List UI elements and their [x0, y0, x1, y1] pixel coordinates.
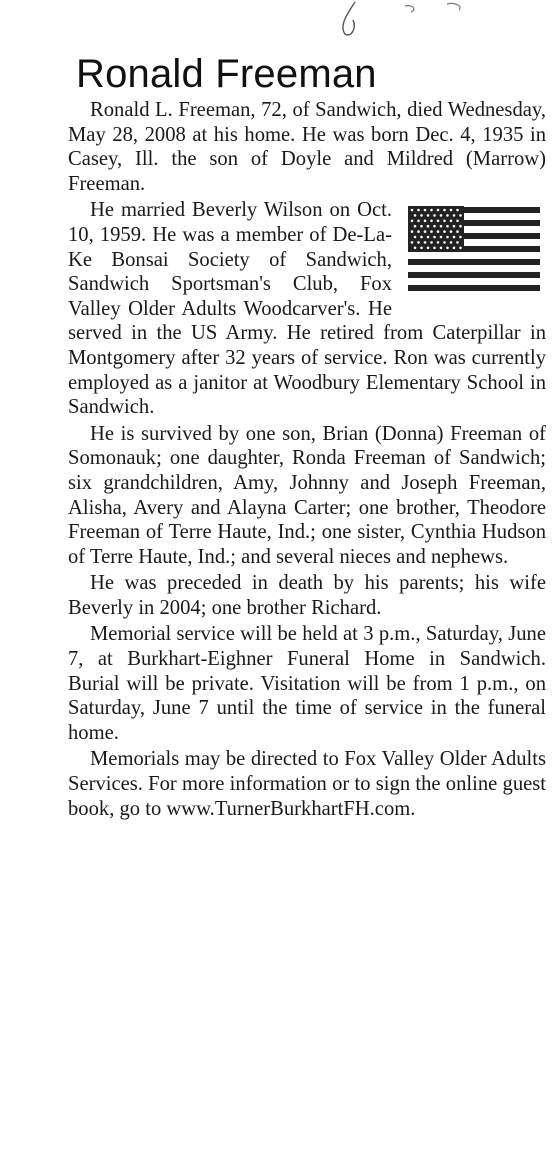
- obituary-paragraph-memorials: Memorials may be directed to Fox Valley Older Adults Services. For more information or to sign the online guest book, go to www.TurnerBurkhartFH.com.: [68, 748, 546, 820]
- us-flag-icon: [406, 204, 542, 296]
- obituary-paragraph-life-text: He married Beverly Wilson on Oct. 10, 1959. He was a member of De-La-Ke Bonsai Society of Sandwich, Sandwich Sportsman's Club, Fox Valley Older Adults Woodcarver's. He served in the US Army. He retired from Caterpillar in Montgomery after 32 years of service. Ron was currently employed as a janitor at Woodbury Elementary School in Sandwich.: [68, 199, 546, 419]
- obituary-paragraph-survivors: He is survived by one son, Brian (Donna) Freeman of Somonauk; one daughter, Ronda Freeman of Sandwich; six grandchildren, Amy, Johnny and Joseph Freeman, Alisha, Avery and Alayna Carter; one brother, Theodore Freeman of Terre Haute, Ind.; one sister, Cynthia Hudson of Terre Haute, Ind.; and several nieces and nephews.: [68, 422, 546, 568]
- obituary-paragraph-services: Memorial service will be held at 3 p.m., Saturday, June 7, at Burkhart-Eighner Funeral Home in Sandwich. Burial will be private. Visitation will be from 1 p.m., on Saturday, June 7 until the time of service in the funeral home.: [68, 623, 546, 744]
- obituary-clipping: [68, 52, 546, 823]
- obituary-paragraph-life: [68, 198, 546, 419]
- obituary-paragraph-preceded: He was preceded in death by his parents; his wife Beverly in 2004; one brother Richard.: [68, 572, 546, 619]
- obituary-headline: Ronald Freeman: [76, 52, 377, 96]
- obituary-paragraph-birth: Ronald L. Freeman, 72, of Sandwich, died Wednesday, May 28, 2008 at his home. He was born Dec. 4, 1935 in Casey, Ill. the son of Doyle and Mildred (Marrow) Freeman.: [68, 99, 546, 195]
- handwritten-pen-mark: [335, 0, 485, 40]
